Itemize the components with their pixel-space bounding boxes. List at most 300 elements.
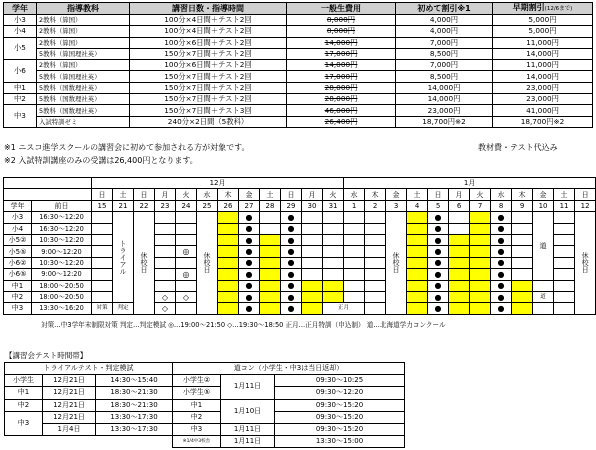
row-subject: 5教科（算国理社英） xyxy=(37,71,130,82)
date-cell: 28 xyxy=(260,200,281,211)
weekday-cell: 木 xyxy=(218,189,239,200)
schedule-cell-off xyxy=(323,246,344,257)
schedule-cell-on xyxy=(449,234,470,245)
doukon-time: 13:30～15:00 xyxy=(275,436,405,448)
schedule-cell-on xyxy=(260,246,281,257)
row-grade: 中3 xyxy=(4,105,37,128)
row-early: 5,000円 xyxy=(493,26,593,37)
schedule-cell-on xyxy=(470,246,491,257)
test-empty xyxy=(5,436,173,448)
class-day-dot: ● xyxy=(239,269,260,280)
schedule-cell-off xyxy=(92,234,113,245)
schedule-cell-off xyxy=(302,246,323,257)
price-row xyxy=(4,26,593,37)
doukon-time: 09:30～15:20 xyxy=(275,399,405,411)
schedule-cell-on xyxy=(323,280,344,291)
schedule-cell-on xyxy=(260,269,281,280)
doukon-date: 1月11日 xyxy=(221,375,275,399)
row-first: 14,000円 xyxy=(396,94,493,105)
weekday-cell: 木 xyxy=(512,189,533,200)
schedule-cell-off xyxy=(302,223,323,234)
date-cell: 1 xyxy=(344,200,365,211)
row-general: 46,000円 xyxy=(287,105,396,116)
doukon-grade: 中2 xyxy=(173,411,221,423)
calendar-row xyxy=(4,257,596,268)
weekday-cell: 日 xyxy=(575,189,596,200)
row-grade: 中1 xyxy=(4,280,32,291)
evening-class-diamond: ◇ xyxy=(155,291,176,302)
row-grade: 中3 xyxy=(4,303,32,314)
schedule-cell-off xyxy=(554,280,575,291)
class-day-dot: ● xyxy=(428,303,449,314)
schedule-cell-on xyxy=(218,291,239,302)
price-row xyxy=(4,116,593,127)
row-subject: 2教科（算国） xyxy=(37,37,130,48)
schedule-cell-off xyxy=(365,234,386,245)
schedule-cell-off xyxy=(323,223,344,234)
class-day-dot: ● xyxy=(491,280,512,291)
calendar-row xyxy=(4,223,596,234)
weekday-cell: 月 xyxy=(449,189,470,200)
price-row xyxy=(4,105,593,116)
month-january: 1月 xyxy=(344,178,596,189)
row-content: 100分×6日間＋テスト2回 xyxy=(130,60,287,71)
row-early: 14,000円 xyxy=(493,71,593,82)
schedule-cell-off xyxy=(365,223,386,234)
row-subject: 2教科（算国） xyxy=(37,26,130,37)
date-cell: 2 xyxy=(365,200,386,211)
schedule-cell-off xyxy=(323,257,344,268)
schedule-cell-on xyxy=(218,212,239,223)
schedule-cell-off xyxy=(344,257,365,268)
row-grade: 小5② xyxy=(4,234,32,245)
dou-label: 道 xyxy=(533,212,554,280)
class-day-dot: ● xyxy=(239,223,260,234)
schedule-cell-off xyxy=(512,257,533,268)
price-row xyxy=(4,37,593,48)
dou-cell-chu2: 道 xyxy=(533,291,554,302)
schedule-cell-off xyxy=(512,234,533,245)
class-day-dot: ● xyxy=(428,269,449,280)
class-day-dot: ● xyxy=(239,280,260,291)
date-cell: 30 xyxy=(302,200,323,211)
class-day-dot: ● xyxy=(281,246,302,257)
schedule-cell-off xyxy=(155,246,176,257)
schedule-cell-off xyxy=(302,257,323,268)
schedule-cell-off xyxy=(365,269,386,280)
date-cell: 4 xyxy=(407,200,428,211)
taisaku-cell: 対策 xyxy=(92,303,113,314)
row-time: 13:30～16:20 xyxy=(32,303,92,314)
row-first: 4,000円 xyxy=(396,15,493,26)
row-time: 16:30～12:20 xyxy=(32,212,92,223)
doukon-grade: 小学生⑤ xyxy=(173,387,221,399)
header-general: 一般生費用 xyxy=(287,3,396,15)
closed-label-jan: 休校日 xyxy=(386,212,407,315)
header-content: 講習日数・指導時間 xyxy=(130,3,287,15)
calendar-row xyxy=(4,212,596,223)
schedule-cell-on xyxy=(470,291,491,302)
trial-test-header: トライアルテスト・判定模試 xyxy=(5,363,173,375)
row-grade: 小3 xyxy=(4,212,32,223)
schedule-cell-off xyxy=(92,269,113,280)
row-grade: 小5 xyxy=(4,37,37,60)
closed-label-dec2: 休校日 xyxy=(197,212,218,315)
evening-class-diamond: ◇ xyxy=(176,291,197,302)
row-content: 150分×7日間＋テスト2回 xyxy=(130,82,287,93)
schedule-cell-on xyxy=(407,257,428,268)
schedule-cell-on xyxy=(449,257,470,268)
row-content: 150分×7日間＋テスト2回 xyxy=(130,94,287,105)
test-time: 18:30～21:30 xyxy=(96,399,173,411)
schedule-cell-on xyxy=(218,303,239,314)
schedule-cell-off xyxy=(449,223,470,234)
class-day-dot: ● xyxy=(281,234,302,245)
date-cell: 9 xyxy=(512,200,533,211)
schedule-cell-off xyxy=(92,291,113,302)
class-day-dot: ● xyxy=(239,234,260,245)
date-cell: 21 xyxy=(113,200,134,211)
schedule-cell-on xyxy=(512,280,533,291)
note-materials-included: 教材費・テスト代込み xyxy=(478,143,558,152)
row-time: 16:30～12:20 xyxy=(32,223,92,234)
row-first: 7,000円 xyxy=(396,37,493,48)
doukon-header: 道コン（小学生・中3は当日返却） xyxy=(173,363,405,375)
doukon-date: 1月11日 xyxy=(221,423,275,435)
test-row xyxy=(5,375,405,387)
schedule-cell-off xyxy=(554,303,575,314)
weekday-cell: 木 xyxy=(365,189,386,200)
note-first-time: ※1 ニスコ進学スクールの講習会に初めて参加される方が対象です。 xyxy=(4,143,250,152)
row-early: 18,700円※2 xyxy=(493,116,593,127)
class-day-dot: ● xyxy=(428,257,449,268)
header-first-discount: 初めて割引※1 xyxy=(396,3,493,15)
row-early: 14,000円 xyxy=(493,48,593,59)
schedule-cell-on xyxy=(218,234,239,245)
dou-cell-chu3 xyxy=(554,246,575,257)
schedule-cell-off xyxy=(176,223,197,234)
schedule-cell-on xyxy=(260,303,281,314)
row-general: 28,000円 xyxy=(287,82,396,93)
schedule-cell-on xyxy=(302,280,323,291)
doukon-grade: 小学生② xyxy=(173,375,221,387)
schedule-cell-on xyxy=(407,269,428,280)
grade-header: 学年 xyxy=(4,200,32,211)
calendar-row xyxy=(4,291,596,302)
doukon-time: 09:30～15:20 xyxy=(275,423,405,435)
schedule-cell-on xyxy=(407,223,428,234)
row-content: 150分×7日間＋テスト2回 xyxy=(130,71,287,82)
class-day-dot: ● xyxy=(491,257,512,268)
weekday-cell: 水 xyxy=(344,189,365,200)
row-general: 8,000円 xyxy=(287,15,396,26)
row-general: 28,000円 xyxy=(287,94,396,105)
test-time: 13:30～17:30 xyxy=(96,423,173,435)
test-row xyxy=(5,411,405,423)
schedule-cell-on xyxy=(218,246,239,257)
class-day-dot: ● xyxy=(239,212,260,223)
closed-label-end: 休校日 xyxy=(575,212,596,315)
row-time: 10:30～12:20 xyxy=(32,257,92,268)
row-early: 5,000円 xyxy=(493,15,593,26)
schedule-cell-on xyxy=(449,269,470,280)
row-content: 150分×7日間＋テスト2回 xyxy=(130,48,287,59)
row-first: 14,000円 xyxy=(396,82,493,93)
row-first: 18,700円※2 xyxy=(396,116,493,127)
schedule-cell-off xyxy=(512,269,533,280)
month-december: 12月 xyxy=(92,178,344,189)
schedule-cell-on xyxy=(407,291,428,302)
doukon-date: 1月10日 xyxy=(221,399,275,423)
row-first: 7,000円 xyxy=(396,60,493,71)
row-time: 18:00～20:50 xyxy=(32,280,92,291)
test-time: 14:30～15:40 xyxy=(96,375,173,387)
date-cell: 8 xyxy=(491,200,512,211)
schedule-cell-off xyxy=(365,257,386,268)
test-schedule-table xyxy=(4,362,405,448)
row-time: 9:00～12:20 xyxy=(32,269,92,280)
schedule-cell-off xyxy=(344,280,365,291)
calendar-row xyxy=(4,269,596,280)
schedule-cell-on xyxy=(407,234,428,245)
weekday-cell: 水 xyxy=(491,189,512,200)
schedule-cell-on xyxy=(470,223,491,234)
schedule-cell-off xyxy=(260,223,281,234)
calendar-date-row xyxy=(4,200,596,211)
price-table xyxy=(3,2,593,128)
row-content: 100分×6日間＋テスト2回 xyxy=(130,37,287,48)
schedule-cell-on xyxy=(470,269,491,280)
weekday-cell: 水 xyxy=(197,189,218,200)
date-cell: 3 xyxy=(386,200,407,211)
schedule-cell-on xyxy=(218,280,239,291)
weekday-cell: 火 xyxy=(176,189,197,200)
class-day-dot: ● xyxy=(281,257,302,268)
schedule-cell-off xyxy=(176,212,197,223)
shogatsu-cell: 正月 xyxy=(323,303,365,314)
schedule-cell-on xyxy=(218,257,239,268)
date-cell: 27 xyxy=(239,200,260,211)
class-day-dot: ● xyxy=(281,291,302,302)
date-cell: 24 xyxy=(176,200,197,211)
schedule-cell-on xyxy=(218,223,239,234)
weekday-cell: 土 xyxy=(260,189,281,200)
test-row xyxy=(5,436,405,448)
class-day-dot: ● xyxy=(239,257,260,268)
price-row xyxy=(4,48,593,59)
early-label: 早期割引 xyxy=(512,3,545,12)
schedule-cell-off xyxy=(155,269,176,280)
schedule-cell-off xyxy=(365,212,386,223)
row-early: 23,000円 xyxy=(493,82,593,93)
schedule-cell-off xyxy=(365,280,386,291)
test-date: 12月21日 xyxy=(43,399,96,411)
date-cell: 15 xyxy=(92,200,113,211)
class-day-dot: ● xyxy=(491,246,512,257)
row-general: 8,000円 xyxy=(287,26,396,37)
schedule-cell-on xyxy=(449,303,470,314)
dou-cell-chu3 xyxy=(554,269,575,280)
doukon-grade: ※1/4中3校舎 xyxy=(173,436,221,448)
schedule-cell-on xyxy=(323,291,344,302)
weekday-cell: 月 xyxy=(302,189,323,200)
class-day-dot: ● xyxy=(428,280,449,291)
price-row xyxy=(4,94,593,105)
date-cell: 26 xyxy=(218,200,239,211)
class-day-dot: ● xyxy=(491,269,512,280)
schedule-cell-off xyxy=(365,246,386,257)
test-date: 12月21日 xyxy=(43,387,96,399)
weekday-cell: 火 xyxy=(323,189,344,200)
doukon-date: 1月11日 xyxy=(221,436,275,448)
date-cell: 23 xyxy=(155,200,176,211)
date-cell: 22 xyxy=(134,200,155,211)
schedule-cell-on xyxy=(470,303,491,314)
row-grade: 小6⑤ xyxy=(4,269,32,280)
schedule-cell-off xyxy=(323,234,344,245)
date-cell: 12 xyxy=(575,200,596,211)
date-cell: 7 xyxy=(470,200,491,211)
schedule-cell-on xyxy=(260,291,281,302)
schedule-cell-on xyxy=(449,246,470,257)
schedule-cell-off xyxy=(323,269,344,280)
schedule-cell-off xyxy=(176,280,197,291)
row-content: 240分×2日間（5教科） xyxy=(130,116,287,127)
test-grade: 小学生 xyxy=(5,375,43,387)
row-content: 100分×4日間＋テスト2回 xyxy=(130,26,287,37)
trial-label: トライアル xyxy=(113,212,134,303)
test-grade: 中1 xyxy=(5,387,43,399)
schedule-cell-off xyxy=(155,212,176,223)
calendar-row xyxy=(4,303,596,314)
class-day-dot: ● xyxy=(491,291,512,302)
date-cell: 6 xyxy=(449,200,470,211)
row-grade: 中1 xyxy=(4,82,37,93)
schedule-cell-on xyxy=(512,291,533,302)
weekday-cell: 金 xyxy=(386,189,407,200)
schedule-cell-off xyxy=(344,234,365,245)
doukon-time: 09:30～10:25 xyxy=(275,375,405,387)
schedule-cell-on xyxy=(512,303,533,314)
schedule-cell-off xyxy=(92,257,113,268)
test-date: 12月21日 xyxy=(43,375,96,387)
weekday-cell: 火 xyxy=(470,189,491,200)
schedule-cell-off xyxy=(344,291,365,302)
weekday-cell: 土 xyxy=(407,189,428,200)
test-time: 18:30～21:30 xyxy=(96,387,173,399)
class-day-dot: ● xyxy=(428,223,449,234)
doukon-time: 09:30～15:20 xyxy=(275,411,405,423)
schedule-cell-off xyxy=(92,223,113,234)
row-grade: 小5⑤ xyxy=(4,246,32,257)
price-row xyxy=(4,15,593,26)
test-schedule-title: 【講習会テスト時間帯】 xyxy=(5,351,88,360)
price-row xyxy=(4,71,593,82)
hantei-cell: 判定 xyxy=(113,303,134,314)
date-cell: 10 xyxy=(533,200,554,211)
schedule-cell-on xyxy=(449,291,470,302)
schedule-cell-on xyxy=(302,303,323,314)
class-day-dot: ● xyxy=(281,269,302,280)
schedule-cell-off xyxy=(554,291,575,302)
schedule-cell-off xyxy=(365,303,386,314)
row-content: 150分×7日間＋テスト3回 xyxy=(130,105,287,116)
class-day-dot: ● xyxy=(239,291,260,302)
class-day-dot: ● xyxy=(428,291,449,302)
schedule-cell-off xyxy=(302,269,323,280)
schedule-cell-off xyxy=(176,257,197,268)
row-early: 23,000円 xyxy=(493,94,593,105)
schedule-cell-off xyxy=(554,212,575,223)
row-general: 14,000円 xyxy=(287,37,396,48)
weekday-cell: 金 xyxy=(533,189,554,200)
calendar-row xyxy=(4,246,596,257)
price-row xyxy=(4,60,593,71)
schedule-cell-off xyxy=(155,280,176,291)
dou-cell-chu1 xyxy=(533,280,554,291)
doukon-grade: 中3 xyxy=(173,423,221,435)
weekday-cell: 日 xyxy=(134,189,155,200)
date-cell: 11 xyxy=(554,200,575,211)
header-subject: 指導教科 xyxy=(37,3,130,15)
evening-class-mark: ◎ xyxy=(176,246,197,257)
date-cell: 5 xyxy=(428,200,449,211)
doukon-time: 09:30～12:20 xyxy=(275,387,405,399)
test-grade: 中3 xyxy=(5,411,43,435)
evening-class-mark: ◎ xyxy=(176,269,197,280)
calendar-corner xyxy=(4,178,92,189)
weekday-cell: 日 xyxy=(281,189,302,200)
schedule-cell-off xyxy=(92,246,113,257)
schedule-cell-off xyxy=(92,280,113,291)
closed-label-dec: 休校日 xyxy=(134,212,155,315)
calendar-legend: 対策…中3学年末制限対策 判定…判定模試 ◎…19:00～21:50 ◇…19:30～18:50 正月…正月特訓（申込制） 道…北海道学力コンクール xyxy=(41,321,446,329)
schedule-cell-off xyxy=(176,303,197,314)
schedule-cell-on xyxy=(407,280,428,291)
test-date: 12月21日 xyxy=(43,411,96,423)
row-time: 18:00～20:50 xyxy=(32,291,92,302)
dou-cell-chu3 xyxy=(554,223,575,234)
evening-class-diamond: ◇ xyxy=(155,303,176,314)
calendar-row xyxy=(4,280,596,291)
schedule-cell-off xyxy=(323,212,344,223)
class-day-dot: ● xyxy=(281,223,302,234)
row-general: 26,400円 xyxy=(287,116,396,127)
schedule-cell-on xyxy=(470,280,491,291)
header-early-discount xyxy=(493,3,593,15)
row-grade: 小6② xyxy=(4,257,32,268)
row-subject: 5教科（国数理社英） xyxy=(37,82,130,93)
schedule-cell-off xyxy=(92,212,113,223)
dou-cell-chu3 xyxy=(533,303,554,314)
row-subject: 2教科（算国） xyxy=(37,15,130,26)
schedule-cell-off xyxy=(176,234,197,245)
row-early: 41,000円 xyxy=(493,105,593,116)
schedule-cell-on xyxy=(407,303,428,314)
schedule-cell-off xyxy=(344,223,365,234)
test-row xyxy=(5,399,405,411)
row-first: 4,000円 xyxy=(396,26,493,37)
class-day-dot: ● xyxy=(281,212,302,223)
schedule-cell-off xyxy=(155,257,176,268)
row-early: 11,000円 xyxy=(493,37,593,48)
test-row xyxy=(5,387,405,399)
dou-cell-chu3 xyxy=(554,257,575,268)
row-grade: 中2 xyxy=(4,94,37,105)
schedule-cell-off xyxy=(365,291,386,302)
schedule-cell-on xyxy=(449,280,470,291)
weekday-cell: 土 xyxy=(554,189,575,200)
